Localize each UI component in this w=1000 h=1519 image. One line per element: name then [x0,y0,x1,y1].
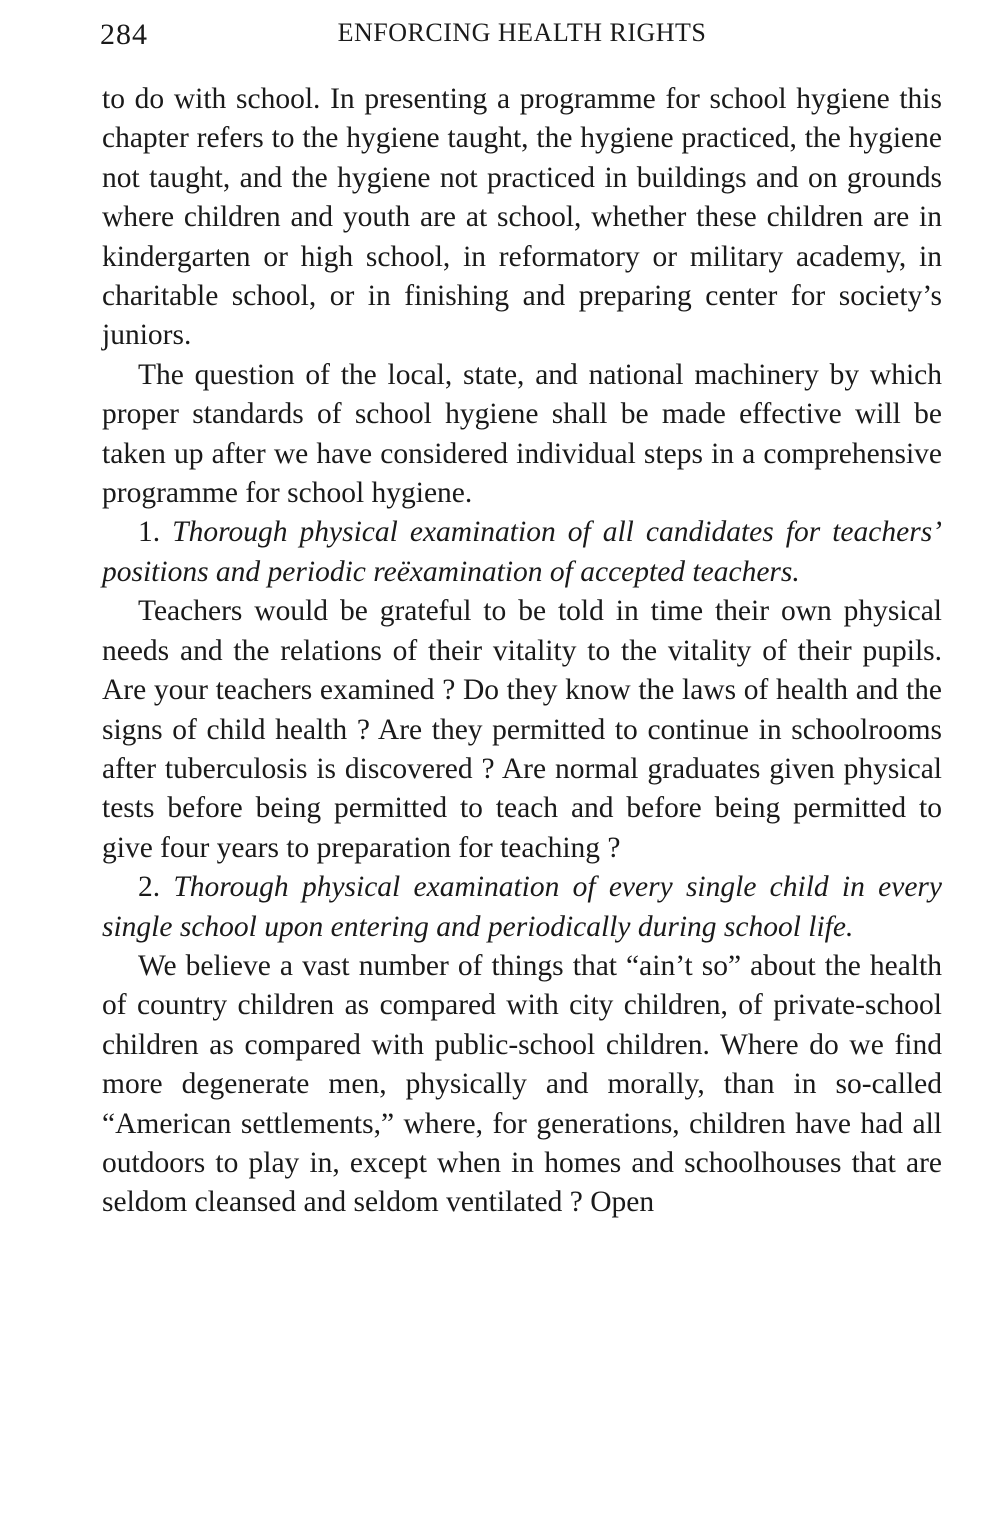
paragraph-teachers: Teachers would be grateful to be told in time their own physical needs and the relations of their vitality to the vitality of their pupils. Are your teachers examined ? Do they know the laws of health and the signs of child health ? Are they permitted to continue in schoolrooms after tuberculosis is discovered ? Are normal graduates given physical tests before being permitted to teach and before being permitted to give four years to preparation for teaching ? [102,595,942,864]
paragraph-intro: to do with school. In presenting a programme for school hygiene this chapter refers to the hygiene taught, the hygiene practiced, the hygiene not taught, and the hygiene not practiced in buildings and on grounds where children and youth are at school, whether these children are in kindergarten or high school, in reformatory or military academy, in charitable school, or in finishing and preparing center for society’s juniors. [102,83,942,352]
book-page [102,14,942,1223]
section-number: 2. [138,871,161,904]
paragraph-machinery: The question of the local, state, and national machinery by which proper standards of school hygiene shall be made effective will be taken up after we have considered individual steps in a comprehensive programme for school hygiene. [102,358,942,510]
page-header [102,14,942,66]
section-heading-1 [102,513,942,592]
section-title: Thorough physical examination of all candidates for teachers’ positions and periodic reëxamination of accepted teachers. [102,516,943,588]
section-number: 1. [138,516,161,549]
paragraph-beliefs: We believe a vast number of things that “ain’t so” about the health of country children as compared with city children, of private-school children as compared with public-school children. Where do we find more degenerate men, physically and morally, than in so-called “American settlements,” where, for generations, children have had all outdoors to play in, except when in homes and schoolhouses that are seldom cleansed and seldom ventilated ? Open [102,949,942,1219]
page-number: 284 [100,18,148,51]
section-title: Thorough physical examination of every single child in every single school upon entering and periodically during school life. [102,871,942,943]
running-head: ENFORCING HEALTH RIGHTS [337,18,707,47]
section-heading-2 [102,868,942,947]
page-body [102,80,942,1223]
